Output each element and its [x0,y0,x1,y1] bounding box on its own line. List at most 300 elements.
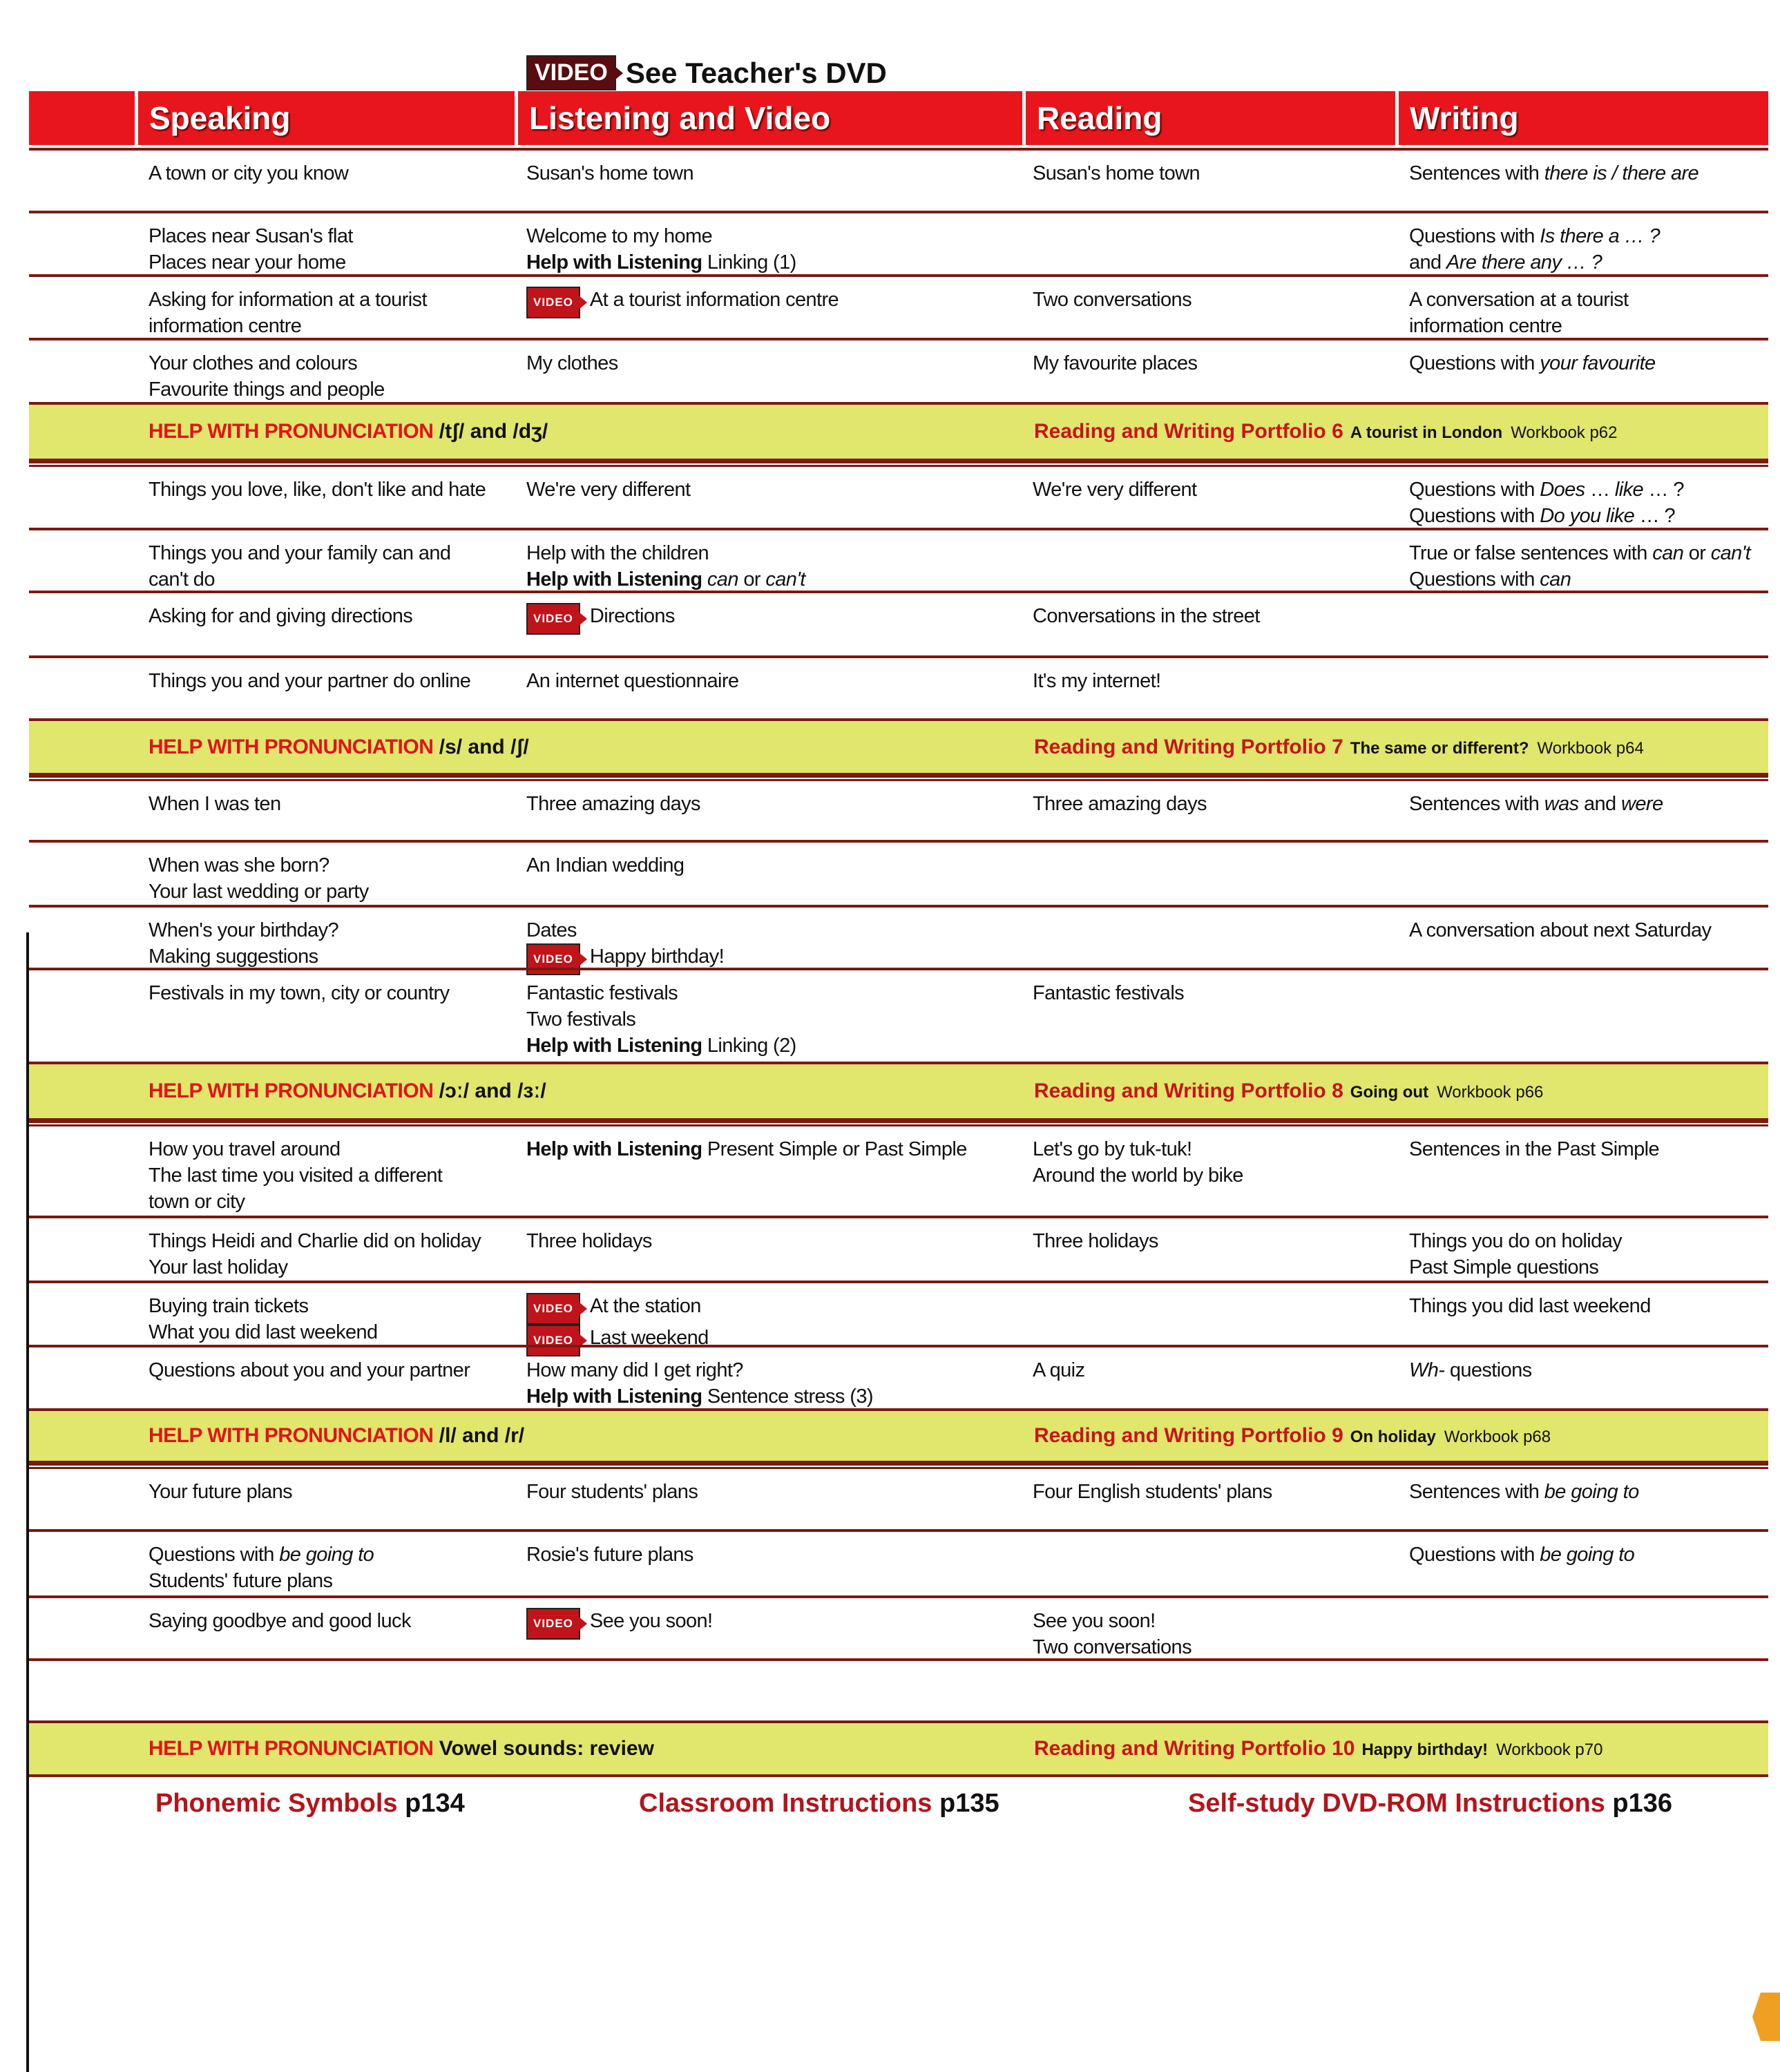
cell-speaking [149,1357,470,1383]
cell-reading [1033,668,1161,694]
cell-listening [526,1136,967,1162]
cell-line [1409,1136,1659,1162]
grammar-term: Does [1540,479,1585,501]
text: Present Simple or Past Simple [702,1138,967,1160]
pronunciation-portfolio-band [29,402,1768,461]
table-row [29,776,1768,840]
text: At the station [589,1295,701,1317]
video-icon: VIDEO [526,1325,580,1356]
text: Fantastic festivals [526,982,678,1004]
cell-line [1033,791,1207,817]
text: Susan's home town [1033,162,1200,184]
text: Sentence stress (3) [702,1385,873,1408]
cell-line [1033,1136,1243,1162]
cell-line [1033,1634,1192,1660]
table-row [29,591,1768,655]
text: How many did I get right? [526,1359,743,1381]
cell-writing [1409,1228,1622,1280]
text: Let's go by tuk-tuk! [1033,1138,1192,1160]
table-row [29,338,1768,402]
pronunciation-heading [149,1080,546,1103]
cell-line [1409,503,1684,529]
video-icon: VIDEO [526,1293,580,1325]
cell-listening [526,1479,698,1505]
text: It's my internet! [1033,670,1161,692]
text: Your future plans [149,1481,292,1503]
text: Susan's home town [526,162,693,184]
cell-line [149,1542,374,1568]
text: Places near Susan's flat [149,225,353,247]
cell-line [526,350,618,376]
text: or [738,568,766,591]
text: My favourite places [1033,352,1198,374]
portfolio-heading [1034,1737,1602,1761]
table-row [29,211,1768,274]
footer-page: p135 [939,1789,999,1818]
pronunciation-portfolio-band [29,718,1768,776]
cell-writing [1409,1136,1659,1162]
cell-listening [526,668,738,694]
pronunciation-portfolio-band [29,1062,1768,1121]
cell-line [149,249,353,276]
text: Things you and your family can and [149,542,451,564]
text: Three holidays [1033,1230,1158,1252]
text: Questions with [1409,225,1540,247]
cell-line [149,917,338,943]
cell-listening [526,477,690,503]
grammar-term: can't [765,568,805,591]
text: Your last holiday [149,1256,288,1278]
workbook-ref: Workbook p70 [1496,1740,1603,1759]
cell-line [1033,1479,1272,1505]
cell-reading [1033,477,1196,503]
workbook-ref: Workbook p62 [1511,423,1618,442]
text: Making suggestions [149,946,318,968]
cell-line [526,852,684,879]
grammar-term: your favourite [1540,352,1656,374]
cell-line [1033,1162,1243,1189]
text: An internet questionnaire [526,670,739,692]
table-row [29,1280,1768,1349]
cell-reading [1033,1479,1272,1505]
text: Buying train tickets [149,1295,309,1317]
footer-link-dvdrom[interactable] [1188,1789,1672,1819]
footer-link-phonemic[interactable] [155,1789,465,1819]
grammar-term: can [707,568,738,591]
text: Linking (2) [702,1035,796,1057]
cell-listening [526,791,700,817]
text: Questions with [1409,1544,1540,1566]
cell-line [1409,249,1660,276]
cell-line [149,879,369,905]
pronunciation-topic: /l/ and /r/ [439,1424,525,1447]
cell-line [149,1608,411,1634]
text: Sentences with [1409,793,1544,815]
cell-line [149,540,450,566]
text: A town or city you know [149,162,349,184]
cell-reading [1033,287,1192,313]
text: questions [1444,1359,1532,1381]
portfolio-label: Reading and Writing Portfolio 10 [1034,1737,1355,1760]
cell-line [149,603,412,629]
cell-reading [1033,1608,1192,1660]
table-row [29,1345,1768,1408]
cell-speaking [149,160,348,186]
column-header-reading: Reading [1022,91,1395,145]
text: Four students' plans [526,1481,698,1503]
text: Directions [589,605,675,627]
cell-speaking [149,791,280,817]
cell-speaking [149,1228,481,1280]
cell-line [526,1608,713,1640]
cell-listening [526,350,618,376]
cell-line [1409,791,1663,817]
cell-line [1033,160,1200,186]
cell-line [526,160,693,186]
cell-line [526,668,738,694]
pronunciation-topic: Vowel sounds: review [439,1737,654,1760]
text: Conversations in the street [1033,605,1260,627]
cell-line [149,160,348,186]
cell-writing [1409,350,1656,376]
grammar-term: be going to [1540,1544,1635,1566]
cell-writing [1409,477,1684,529]
text: Rosie's future plans [526,1544,693,1566]
cell-line [526,1228,652,1254]
cell-writing [1409,917,1711,943]
video-icon: VIDEO [526,287,580,318]
text: Your last wedding or party [149,881,369,903]
cell-speaking [149,917,338,970]
cell-line [1409,540,1750,566]
cell-line [149,1189,442,1215]
dvd-note-text: See Teacher's DVD [625,56,887,89]
cell-writing [1409,160,1698,186]
cell-line [149,287,427,313]
grammar-term: was [1544,793,1579,815]
text: When I was ten [149,793,281,815]
text: We're very different [526,479,691,501]
grammar-term: can [1652,542,1684,564]
cell-line [149,1228,481,1254]
portfolio-label: Reading and Writing Portfolio 8 [1034,1080,1343,1102]
cell-reading [1033,980,1184,1006]
text: A quiz [1033,1359,1085,1381]
cell-reading [1033,603,1260,629]
column-header-bar [29,91,1768,145]
cell-line [1033,603,1260,629]
cell-line [1033,1357,1084,1383]
cell-line [1409,1293,1651,1319]
cell-line [149,980,450,1006]
cell-speaking [149,287,427,339]
pronunciation-heading [149,1737,654,1761]
cell-line [149,1568,374,1594]
cell-line [1033,1608,1192,1634]
cell-line [149,1162,442,1189]
cell-line [1409,160,1698,186]
cell-line [1409,1228,1622,1254]
cell-line [526,1033,796,1059]
cell-speaking [149,1608,411,1634]
cell-writing [1409,791,1663,817]
cell-line [526,791,700,817]
text: Questions about you and your partner [149,1359,470,1381]
pronunciation-label: HELP WITH PRONUNCIATION [149,1080,434,1102]
cell-line [1409,1479,1639,1505]
footer-page: p134 [405,1789,465,1818]
cell-line [526,287,839,318]
text: Fantastic festivals [1033,982,1185,1004]
footer-page: p136 [1612,1789,1672,1818]
footer-link-classroom[interactable] [639,1789,999,1819]
cell-line [149,1479,292,1505]
cell-line [149,791,280,817]
workbook-ref: Workbook p66 [1437,1083,1544,1102]
footer-label: Classroom Instructions [639,1789,932,1818]
cell-speaking [149,852,369,905]
cell-line [526,540,805,566]
cell-line [1409,477,1684,503]
table-row [29,1121,1768,1216]
text: Sentences in the Past Simple [1409,1138,1660,1160]
cell-line [149,1136,442,1162]
cell-listening [526,980,796,1059]
grammar-term: Wh- [1409,1359,1445,1381]
text: Favourite things and people [149,378,385,401]
portfolio-label: Reading and Writing Portfolio 6 [1034,420,1343,443]
cell-line [149,1357,470,1383]
table-row [29,528,1768,591]
grammar-term: Do you like [1540,505,1635,527]
cell-line [1409,287,1628,313]
text [702,568,707,591]
text: Festivals in my town, city or country [149,982,450,1004]
portfolio-topic: The same or different? [1350,738,1529,758]
grammar-term: be going to [279,1544,374,1566]
cell-listening [526,223,796,276]
cell-line [1409,350,1656,376]
pronunciation-topic: /ɔː/ and /ɜː/ [439,1080,546,1102]
text: Things you love, like, don't like and hate [149,479,486,501]
text: information centre [149,315,302,337]
text: Two conversations [1033,289,1192,311]
help-with-listening-label: Help with Listening [526,1385,702,1408]
cell-reading [1033,160,1200,186]
grammar-term: be going to [1544,1481,1639,1503]
cell-line [526,566,805,593]
cell-line [149,223,353,249]
cell-line [1409,1357,1532,1383]
help-with-listening-label: Help with Listening [526,251,702,274]
text: Things you do on holiday [1409,1230,1623,1252]
text: … ? [1643,479,1684,501]
text: and [1409,251,1447,274]
pronunciation-label: HELP WITH PRONUNCIATION [149,735,434,758]
text: We're very different [1033,479,1197,501]
text: Three holidays [526,1230,652,1252]
cell-line [526,917,724,943]
text: Things you and your partner do online [149,670,471,692]
portfolio-heading [1034,1424,1551,1448]
text: Past Simple questions [1409,1256,1599,1278]
table-row [29,461,1768,528]
cell-listening [526,160,693,186]
text: Three amazing days [526,793,700,815]
workbook-ref: Workbook p68 [1444,1428,1551,1446]
cell-line [1409,1254,1622,1280]
cell-line [149,668,470,694]
cell-listening [526,1542,693,1568]
text: A conversation at a tourist [1409,289,1629,311]
cell-listening [526,1608,713,1640]
page-edge-line [26,932,29,2072]
cell-writing [1409,540,1750,593]
text: When was she born? [149,854,329,876]
pronunciation-label: HELP WITH PRONUNCIATION [149,1424,434,1447]
cell-listening [526,603,675,635]
grammar-term: there is / there are [1544,162,1699,184]
cell-line [526,1479,698,1505]
cell-line [1409,917,1711,943]
cell-writing [1409,287,1628,339]
portfolio-label: Reading and Writing Portfolio 9 [1034,1424,1343,1447]
text: Questions with [1409,505,1540,527]
table-row [29,655,1768,718]
cell-line [149,477,486,503]
cell-line [1033,1228,1158,1254]
cell-speaking [149,1479,292,1505]
table-row [29,1464,1768,1529]
cell-writing [1409,1293,1651,1319]
cell-line [526,1383,873,1410]
text: Dates [526,919,577,941]
cell-listening [526,917,724,975]
cell-line [526,223,796,249]
text: can't do [149,568,215,591]
text: Around the world by bike [1033,1164,1243,1187]
cell-speaking [149,477,486,503]
contents-table [29,148,1768,1777]
pronunciation-label: HELP WITH PRONUNCIATION [149,1737,434,1760]
portfolio-heading [1034,420,1618,443]
text: town or city [149,1191,245,1213]
cell-line [526,249,796,276]
cell-line [526,1006,796,1033]
text: Two conversations [1033,1636,1192,1658]
help-with-listening-label: Help with Listening [526,1138,702,1160]
cell-line [526,603,675,635]
pronunciation-heading [149,420,548,443]
cell-line [1033,287,1192,313]
table-row [29,968,1768,1062]
grammar-term: were [1621,793,1663,815]
text: Things Heidi and Charlie did on holiday [149,1230,481,1252]
cell-line [1409,566,1750,593]
table-row [29,274,1768,338]
portfolio-topic: On holiday [1350,1428,1436,1446]
text: Things you did last weekend [1409,1295,1651,1317]
cell-line [149,1293,378,1319]
text: How you travel around [149,1138,341,1160]
text: Four English students' plans [1033,1481,1272,1503]
text: What you did last weekend [149,1321,378,1343]
text: The last time you visited a different [149,1164,443,1187]
text: Questions with [149,1544,280,1566]
pronunciation-portfolio-band [29,1408,1768,1464]
cell-line [1033,350,1197,376]
teachers-dvd-note [526,55,887,90]
text: Last weekend [589,1327,709,1349]
text: True or false sentences with [1409,542,1653,564]
video-icon: VIDEO [526,943,580,975]
cell-speaking [149,603,412,629]
text: … [1585,479,1615,501]
grammar-term: Is there a … ? [1540,225,1661,247]
table-row [29,905,1768,968]
cell-line [149,376,385,403]
cell-line [526,980,796,1006]
cell-listening [526,287,839,318]
cell-line [149,350,385,376]
text: Linking (1) [702,251,796,274]
pronunciation-portfolio-band [29,1720,1768,1777]
text: An Indian wedding [526,854,685,876]
cell-line [149,852,369,879]
portfolio-heading [1034,1080,1543,1103]
video-icon: VIDEO [526,55,616,90]
text: Students' future plans [149,1570,333,1592]
cell-listening [526,1228,652,1254]
cell-speaking [149,668,470,694]
workbook-ref: Workbook p64 [1537,738,1644,758]
grammar-term: can't [1710,542,1751,564]
grammar-term: can [1540,568,1571,591]
cell-line [149,943,338,970]
cell-writing [1409,1542,1634,1568]
cell-line [1033,980,1184,1006]
text: Asking for and giving directions [149,605,413,627]
cell-line [1033,668,1161,694]
cell-line [1033,477,1196,503]
cell-speaking [149,980,450,1006]
text: My clothes [526,352,618,374]
cell-line [526,1136,967,1162]
cell-listening [526,540,805,593]
video-icon: VIDEO [526,1608,580,1640]
cell-speaking [149,1293,378,1345]
cell-line [526,1357,873,1383]
cell-line [526,477,690,503]
cell-speaking [149,1542,374,1594]
text: Asking for information at a tourist [149,289,427,311]
text: and [1578,793,1622,815]
grammar-term: Are there any … ? [1446,251,1602,274]
cell-writing [1409,1357,1532,1383]
cell-speaking [149,350,385,403]
text: Two festivals [526,1008,636,1030]
pronunciation-topic: /s/ and /ʃ/ [439,735,529,758]
text: See you soon! [589,1610,713,1632]
help-with-listening-label: Help with Listening [526,1035,702,1057]
pronunciation-heading [149,736,529,759]
table-row [29,1658,1768,1720]
cell-listening [526,852,684,879]
text: Questions with [1409,479,1540,501]
cell-line [1409,313,1628,339]
table-row [29,1529,1768,1595]
cell-reading [1033,1228,1158,1254]
